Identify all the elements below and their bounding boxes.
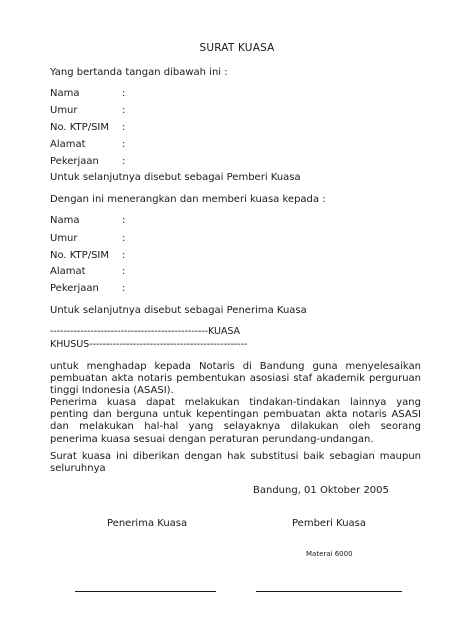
document-title: SURAT KUASA bbox=[199, 42, 275, 54]
grantor-age-colon: : bbox=[122, 105, 126, 116]
grantee-name-label: Nama bbox=[50, 215, 80, 226]
intro-text: Yang bertanda tangan dibawah ini : bbox=[50, 67, 228, 78]
stamp-duty-note: Materai 6000 bbox=[306, 550, 353, 558]
statement-text: Dengan ini menerangkan dan memberi kuasa kepada : bbox=[50, 194, 326, 205]
grantor-address-label: Alamat bbox=[50, 139, 86, 150]
special-power-line-1: -----------------------------------------------KUASA bbox=[50, 326, 240, 337]
grantee-address-colon: : bbox=[122, 266, 126, 277]
grantee-age-label: Umur bbox=[50, 233, 78, 244]
grantee-signature-label: Penerima Kuasa bbox=[107, 518, 188, 529]
grantee-occupation-label: Pekerjaan bbox=[50, 283, 99, 294]
grantor-closing-text: Untuk selanjutnya disebut sebagai Pemberi Kuasa bbox=[50, 172, 301, 183]
grantee-occupation-colon: : bbox=[122, 283, 126, 294]
body-paragraph-authority: Penerima kuasa dapat melakukan tindakan-tindakan lainnya yang penting dan berguna untuk kepentingan pembuatan akta notaris ASASI dan melakukan hal-hal yang selayaknya dilakukan oleh seorang penerima kuasa sesuai dengan peraturan perundang-undangan. bbox=[50, 397, 421, 445]
grantee-name-colon: : bbox=[122, 215, 126, 226]
grantor-address-colon: : bbox=[122, 139, 126, 150]
grantee-signature-line bbox=[75, 591, 216, 592]
grantee-age-colon: : bbox=[122, 233, 126, 244]
grantee-address-label: Alamat bbox=[50, 266, 86, 277]
grantor-signature-label: Pemberi Kuasa bbox=[292, 518, 366, 529]
grantor-occupation-colon: : bbox=[122, 156, 126, 167]
grantee-id-label: No. KTP/SIM bbox=[50, 250, 109, 261]
grantor-occupation-label: Pekerjaan bbox=[50, 156, 99, 167]
body-paragraph-substitution: Surat kuasa ini diberikan dengan hak substitusi baik sebagian maupun seluruhnya bbox=[50, 451, 421, 475]
place-date: Bandung, 01 Oktober 2005 bbox=[253, 485, 389, 496]
special-power-line-2: KHUSUS----------------------------------------------- bbox=[50, 339, 248, 350]
grantor-age-label: Umur bbox=[50, 105, 78, 116]
grantor-name-label: Nama bbox=[50, 88, 80, 99]
body-paragraph-purpose: untuk menghadap kepada Notaris di Bandung guna menyelesaikan pembuatan akta notaris pembentukan asosiasi staf akademik perguruan tinggi Indonesia (ASASI). bbox=[50, 361, 421, 397]
grantor-signature-line bbox=[256, 591, 402, 592]
grantor-id-colon: : bbox=[122, 122, 126, 133]
grantor-name-colon: : bbox=[122, 88, 126, 99]
grantee-id-colon: : bbox=[122, 250, 126, 261]
grantee-closing-text: Untuk selanjutnya disebut sebagai Penerima Kuasa bbox=[50, 305, 307, 316]
grantor-id-label: No. KTP/SIM bbox=[50, 122, 109, 133]
